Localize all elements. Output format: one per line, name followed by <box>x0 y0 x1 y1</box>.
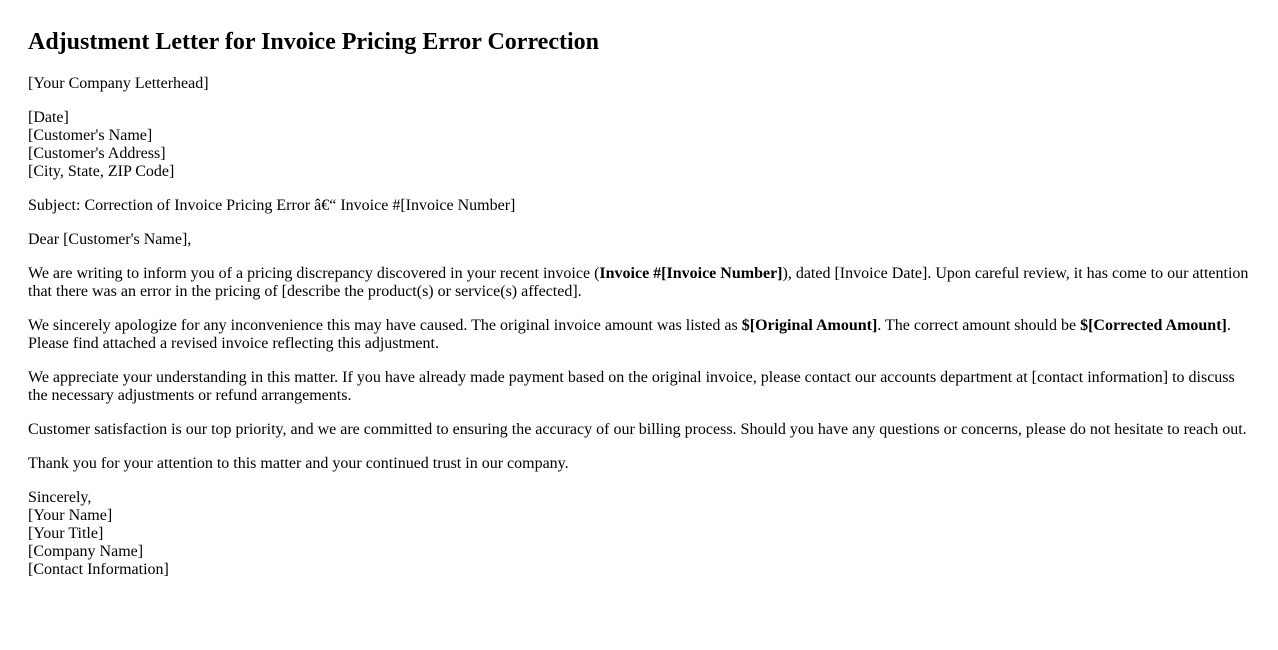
paragraph-2-text-a: We sincerely apologize for any inconvenience this may have caused. The original invoice amount was listed as <box>28 317 742 334</box>
customer-name-line: [Customer's Name] <box>28 127 153 144</box>
body-paragraph-2 <box>28 317 1250 353</box>
page-title: Adjustment Letter for Invoice Pricing Error Correction <box>28 29 599 55</box>
body-paragraph-3: We appreciate your understanding in this matter. If you have already made payment based on the original invoice, please contact our accounts department at [contact information] to discuss the necessary adjustments or refund arrangements. <box>28 369 1235 404</box>
city-state-zip-line: [City, State, ZIP Code] <box>28 163 175 180</box>
salutation: Dear [Customer's Name], <box>28 231 192 248</box>
body-paragraph-1 <box>28 265 1250 301</box>
signer-title: [Your Title] <box>28 525 104 542</box>
paragraph-1-text-a: We are writing to inform you of a pricing discrepancy discovered in your recent invoice ( <box>28 265 600 282</box>
signer-contact: [Contact Information] <box>28 561 169 578</box>
corrected-amount-bold: $[Corrected Amount] <box>1080 317 1227 334</box>
date-line: [Date] <box>28 109 69 126</box>
invoice-number-bold: Invoice #[Invoice Number] <box>599 265 783 282</box>
body-paragraph-4: Customer satisfaction is our top priority, and we are committed to ensuring the accuracy of our billing process. Should you have any questions or concerns, please do not hesitate to reach out. <box>28 421 1247 438</box>
signer-name: [Your Name] <box>28 507 113 524</box>
customer-address-line: [Customer's Address] <box>28 145 166 162</box>
paragraph-2-text-c: . Please find attached a revised invoice reflecting this adjustment. <box>28 317 1231 352</box>
signature-block <box>28 489 1250 579</box>
recipient-block <box>28 109 1250 181</box>
letterhead: [Your Company Letterhead] <box>28 75 209 92</box>
valediction: Sincerely, <box>28 489 92 506</box>
paragraph-1-text-b: ), dated [Invoice Date]. Upon careful review, it has come to our attention that there was an error in the pricing of [describe the product(s) or service(s) affected]. <box>28 265 1249 300</box>
subject-line: Subject: Correction of Invoice Pricing Error â€“ Invoice #[Invoice Number] <box>28 197 516 214</box>
signer-company: [Company Name] <box>28 543 144 560</box>
paragraph-2-text-b: . The correct amount should be <box>877 317 1081 334</box>
body-paragraph-5: Thank you for your attention to this matter and your continued trust in our company. <box>28 455 569 472</box>
original-amount-bold: $[Original Amount] <box>741 317 878 334</box>
